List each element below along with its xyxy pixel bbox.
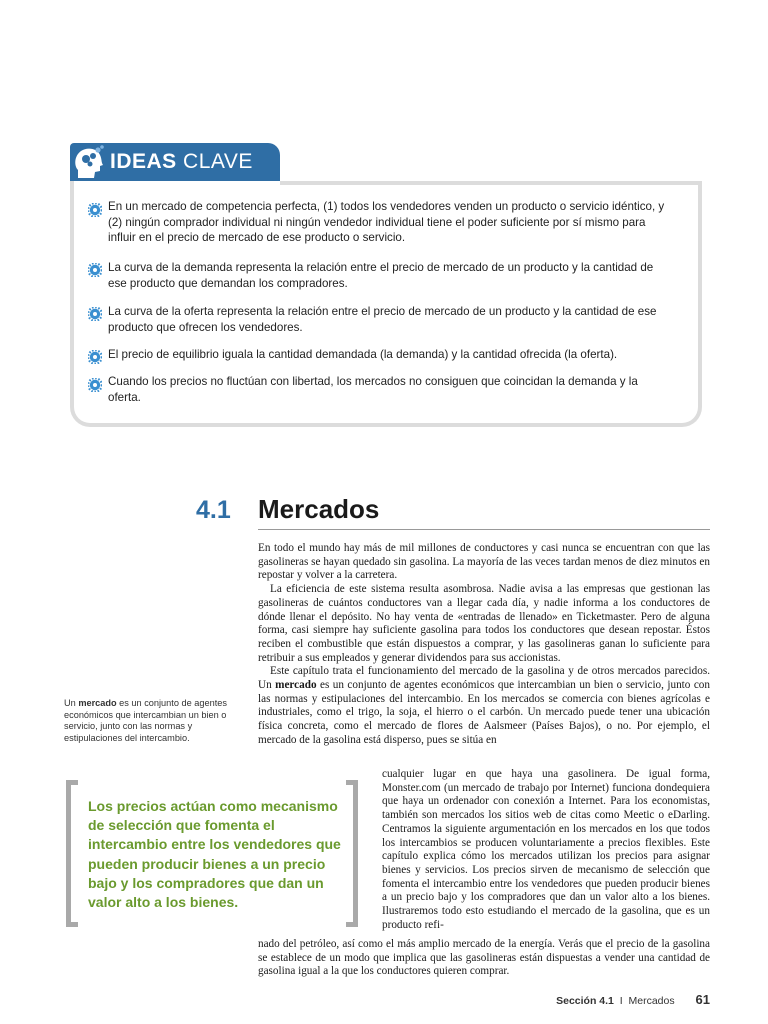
body-paragraph: Este capítulo trata el funcionamiento del mercado de la gasolina y de otros mercados parecidos. Un mercado es un conjunto de agentes económicos que intercambian un bien o servicio, junto con las normas y estipulaciones del intercambio. En los mercados se comercia con bienes agrícolas e industriales, como el trigo, la soja, el hierro o el carbón. Un mercado puede tener una ubicación física concreta, como el mercado de flores de Aalsmeer (Países Bajos), o no. Por ejemplo, el mercado de la gasolina está disperso, pues se sitúa en [258, 665, 710, 746]
body-paragraph: En todo el mundo hay más de mil millones de conductores y casi nunca se encuentran con que las gasolineras se hayan quedado sin gasolina. La mayoría de las veces tardan menos de diez minutos en repostar y volver a la carretera. [258, 542, 710, 582]
idea-item: En un mercado de competencia perfecta, (1) todos los vendedores venden un producto o servicio idéntico, y (2) ningún comprador individual ni ningún vendedor individual tiene el poder suficiente por sí mismo para influir en el precio de mercado de ese producto o servicio. [108, 200, 665, 244]
idea-item: El precio de equilibrio iguala la cantidad demandada (la demanda) y la cantidad ofrecida (la oferta). [108, 348, 618, 361]
body-text-narrow: cualquier lugar en que haya una gasolinera. De igual forma, Monster.com (un mercado de trabajo por Internet) funciona dondequiera que haya un ordenador con conexión a Internet. Para los economistas, también son mercados los sitios web de citas como Meetic o eDarling. Centramos la siguiente argumentación en los mercados en los que todos los intercambios se producen voluntariamente a precios flexibles. Este capítulo explica cómo los mercados utilizan los precios para asignar bienes y servicios. Los precios sirven de mecanismo de selección que fomenta el intercambio entre los vendedores que pueden producir bienes a un precio bajo y los compradores que dan un valor alto a los bienes. Ilustraremos todo esto estudiando el mercado de la gasolina, que es un producto refi- [382, 768, 710, 931]
section-rule [258, 529, 710, 530]
page-footer [556, 992, 710, 1007]
idea-item: Cuando los precios no fluctúan con libertad, los mercados no consiguen que coincidan la demanda y la oferta. [108, 375, 638, 404]
pull-quote: Los precios actúan como mecanismo de selección que fomenta el intercambio entre los vendedores que pueden producir bienes a un precio bajo y los compradores que dan un valor alto a los bienes. [88, 798, 341, 911]
footer-section-label: Sección 4.1 [556, 995, 614, 1007]
footer-section-name: Mercados [628, 995, 675, 1007]
section-number: 4.1 [196, 496, 231, 524]
idea-item: La curva de la demanda representa la relación entre el precio de mercado de un producto y la cantidad de ese producto que demandan los compradores. [108, 261, 654, 290]
page-number: 61 [695, 992, 710, 1007]
margin-definition: Un mercado es un conjunto de agentes económicos que intercambian un bien o servicio, junto con las normas y estipulaciones del intercambio. [64, 698, 227, 743]
gear-bullet-icon [88, 263, 102, 277]
gear-bullet-icon [88, 203, 102, 217]
body-text-bottom: nado del petróleo, así como el más amplio mercado de la energía. Verás que el precio de la gasolina se establece de un modo que implica que las gasolineras están dispuestas a vender una cantidad de gasolina igual a la que los conductores quieren comprar. [258, 938, 710, 978]
head-gears-icon [72, 144, 106, 180]
section-title: Mercados [258, 494, 380, 524]
ideas-clave-title: IDEAS CLAVE [110, 150, 253, 173]
body-paragraph: La eficiencia de este sistema resulta asombrosa. Nadie avisa a las empresas que gestionan las gasolineras de cuántos conductores van a llegar cada día, y nadie informa a los conductores de dónde llenar el depósito. No hay venta de «entradas de llenado» en Ticketmaster. Pero de alguna forma, casi siempre hay suficiente gasolina para todos los conductores que desean repostar. Éstos reciben el combustible que están dispuestos a comprar, y las gasolineras ganan lo suficiente para retribuir a sus empleados y generar dividendos para sus accionistas. [258, 583, 710, 664]
gear-bullet-icon [88, 378, 102, 392]
pull-quote-bracket-left [66, 780, 78, 927]
key-term: mercado [275, 679, 317, 692]
gear-bullet-icon [88, 350, 102, 364]
footer-separator: I [619, 995, 623, 1007]
idea-item: La curva de la oferta representa la relación entre el precio de mercado de un producto y la cantidad de ese producto que ofrecen los vendedores. [108, 305, 657, 334]
body-text-top [258, 542, 710, 748]
gear-bullet-icon [88, 307, 102, 321]
